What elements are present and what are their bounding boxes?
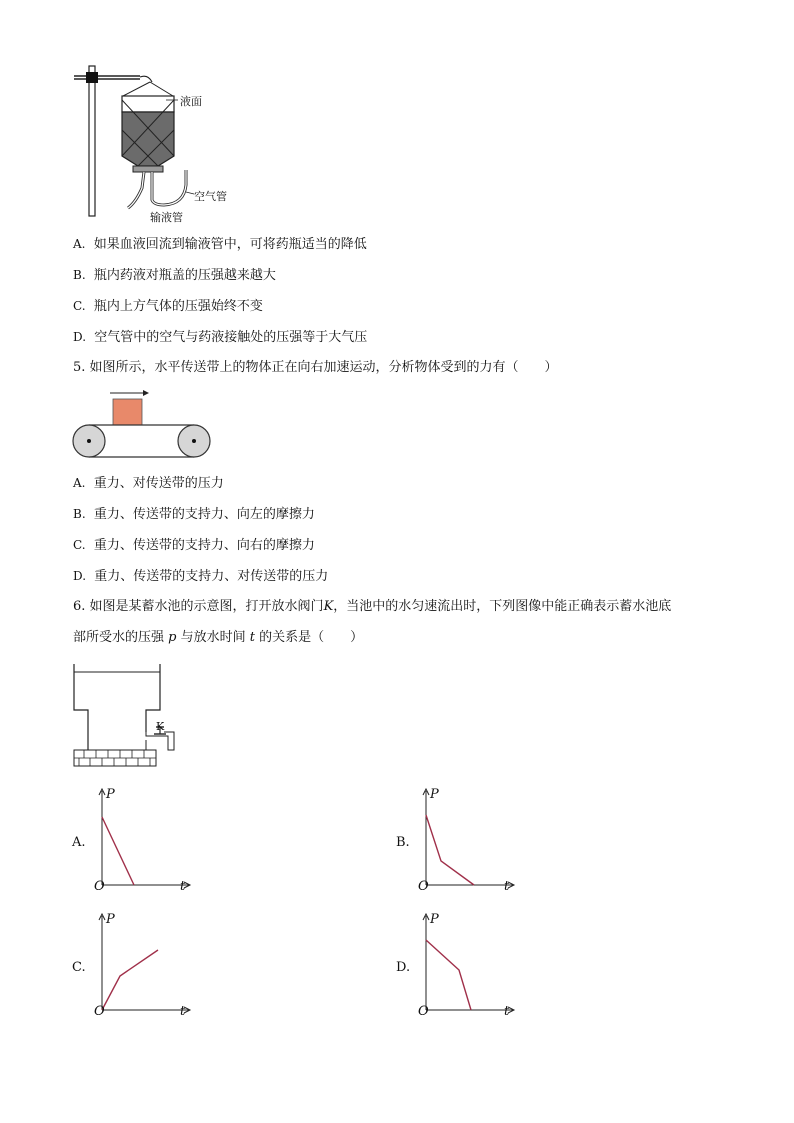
option-letter: C. (72, 960, 86, 975)
option-letter: B. (73, 507, 86, 521)
conveyor-belt-figure (70, 388, 216, 460)
option-letter: C. (73, 538, 86, 552)
label-liquid-surface: 液面 (180, 95, 202, 108)
graph-option-d[interactable] (394, 910, 524, 1025)
stem-text: ，当池中的水匀速流出时，下列图像中能正确表示蓄水池底 (333, 599, 672, 614)
origin-label: O (94, 1004, 105, 1019)
q6-stem-line-2 (73, 630, 363, 646)
option-letter: C. (73, 299, 86, 313)
q5-option-d[interactable] (73, 568, 328, 585)
option-text: 瓶内药液对瓶盖的压强越来越大 (93, 268, 276, 283)
graph-option-a[interactable] (70, 785, 200, 900)
option-letter: A. (72, 835, 86, 850)
option-letter: A. (73, 237, 86, 251)
option-text: 重力、对传送带的压力 (93, 476, 224, 491)
q5-option-b[interactable] (73, 506, 315, 523)
option-letter: B. (73, 268, 86, 282)
graph-option-c[interactable] (70, 910, 200, 1025)
stem-text: 如图是某蓄水池的示意图，打开放水阀门 (89, 599, 324, 614)
q5-option-a[interactable] (73, 475, 224, 492)
question-text: 如图所示，水平传送带上的物体正在向右加速运动，分析物体受到的力有（ ） (89, 360, 558, 375)
q5-stem (73, 360, 558, 376)
stem-text: 部所受水的压强 (73, 630, 165, 645)
origin-label: O (418, 1004, 429, 1019)
origin-label: O (418, 879, 429, 894)
q4-option-a[interactable] (73, 236, 367, 253)
y-axis-label: P (106, 912, 115, 927)
option-text: 瓶内上方气体的压强始终不变 (93, 299, 263, 314)
var-t: t (249, 630, 256, 645)
q4-option-b[interactable] (73, 267, 276, 284)
y-axis-label: P (430, 787, 439, 802)
x-axis-label: t (504, 879, 510, 894)
q6-stem-line-1 (73, 599, 671, 615)
x-axis-label: t (504, 1004, 510, 1019)
var-k: K (323, 599, 334, 614)
graph-option-b[interactable] (394, 785, 524, 900)
q4-option-d[interactable] (73, 329, 367, 346)
option-text: 重力、传送带的支持力、向左的摩擦力 (93, 507, 315, 522)
question-number: 5. (73, 360, 86, 375)
option-text: 重力、传送带的支持力、向右的摩擦力 (93, 538, 315, 553)
valve-label: K (156, 720, 165, 733)
stem-text: 与放水时间 (180, 630, 246, 645)
q4-option-c[interactable] (73, 298, 263, 315)
y-axis-label: P (106, 787, 115, 802)
box-object (113, 399, 142, 425)
option-text: 如果血液回流到输液管中，可将药瓶适当的降低 (93, 237, 367, 252)
label-infusion-tube: 输液管 (150, 211, 183, 224)
origin-label: O (94, 879, 105, 894)
option-letter: A. (73, 476, 86, 490)
var-p: p (168, 630, 177, 645)
option-letter: D. (73, 330, 87, 344)
option-letter: D. (396, 960, 411, 975)
y-axis-label: P (430, 912, 439, 927)
x-axis-label: t (180, 879, 186, 894)
iv-bottle-figure (60, 60, 260, 230)
q5-option-c[interactable] (73, 537, 315, 554)
label-air-tube: 空气管 (194, 190, 227, 203)
x-axis-label: t (180, 1004, 186, 1019)
reservoir-figure (70, 660, 190, 772)
question-number: 6. (73, 599, 86, 614)
option-letter: B. (396, 835, 410, 850)
option-letter: D. (73, 569, 87, 583)
option-text: 空气管中的空气与药液接触处的压强等于大气压 (94, 330, 368, 345)
stem-text: 的关系是（ ） (259, 630, 364, 645)
option-text: 重力、传送带的支持力、对传送带的压力 (94, 569, 329, 584)
